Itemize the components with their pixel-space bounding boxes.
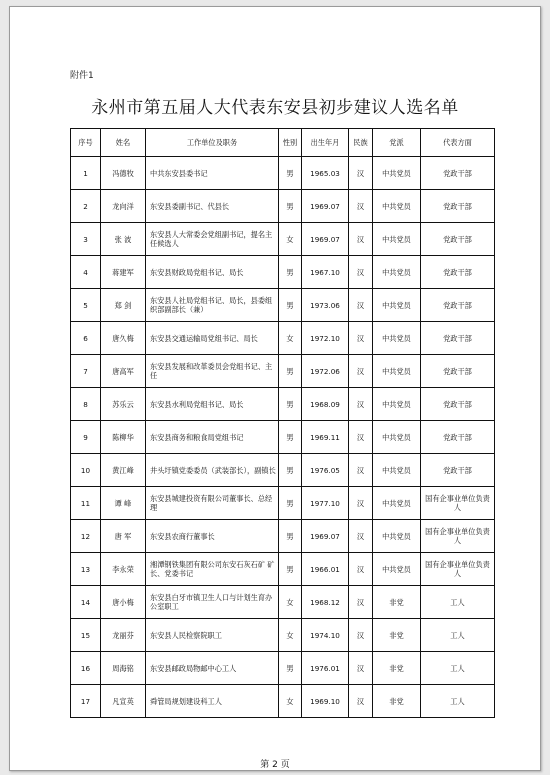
table-row bbox=[71, 553, 495, 586]
cell-index: 1 bbox=[71, 157, 101, 190]
cell-category: 国有企事业单位负责人 bbox=[421, 520, 495, 553]
cell-party: 中共党员 bbox=[373, 190, 421, 223]
cell-index: 5 bbox=[71, 289, 101, 322]
cell-gender: 男 bbox=[279, 256, 302, 289]
cell-birth: 1969.11 bbox=[302, 421, 349, 454]
cell-index: 8 bbox=[71, 388, 101, 421]
cell-ethnicity: 汉 bbox=[349, 223, 373, 256]
header-ethnicity: 民族 bbox=[349, 129, 373, 157]
table-row bbox=[71, 685, 495, 718]
cell-category: 党政干部 bbox=[421, 421, 495, 454]
cell-ethnicity: 汉 bbox=[349, 289, 373, 322]
cell-unit: 东安县交通运输局党组书记、局长 bbox=[146, 322, 279, 355]
cell-party: 非党 bbox=[373, 652, 421, 685]
cell-gender: 男 bbox=[279, 652, 302, 685]
cell-gender: 男 bbox=[279, 190, 302, 223]
attachment-label: 附件1 bbox=[70, 71, 94, 81]
cell-category: 工人 bbox=[421, 652, 495, 685]
cell-index: 15 bbox=[71, 619, 101, 652]
cell-unit: 东安县财政局党组书记、局长 bbox=[146, 256, 279, 289]
cell-category: 党政干部 bbox=[421, 223, 495, 256]
table-row bbox=[71, 619, 495, 652]
cell-category: 党政干部 bbox=[421, 388, 495, 421]
cell-index: 11 bbox=[71, 487, 101, 520]
cell-birth: 1976.05 bbox=[302, 454, 349, 487]
table-row bbox=[71, 256, 495, 289]
cell-ethnicity: 汉 bbox=[349, 256, 373, 289]
cell-birth: 1976.01 bbox=[302, 652, 349, 685]
cell-birth: 1965.03 bbox=[302, 157, 349, 190]
table-row bbox=[71, 454, 495, 487]
cell-ethnicity: 汉 bbox=[349, 454, 373, 487]
cell-gender: 男 bbox=[279, 355, 302, 388]
cell-ethnicity: 汉 bbox=[349, 652, 373, 685]
cell-party: 中共党员 bbox=[373, 157, 421, 190]
cell-category: 工人 bbox=[421, 586, 495, 619]
cell-party: 中共党员 bbox=[373, 388, 421, 421]
cell-unit: 东安县农商行董事长 bbox=[146, 520, 279, 553]
cell-index: 10 bbox=[71, 454, 101, 487]
cell-unit: 湘潭钢铁集团有限公司东安石灰石矿 矿长、党委书记 bbox=[146, 553, 279, 586]
cell-birth: 1967.10 bbox=[302, 256, 349, 289]
cell-category: 党政干部 bbox=[421, 322, 495, 355]
cell-index: 6 bbox=[71, 322, 101, 355]
cell-name: 郑 剑 bbox=[101, 289, 146, 322]
cell-birth: 1972.06 bbox=[302, 355, 349, 388]
cell-name: 唐高军 bbox=[101, 355, 146, 388]
cell-name: 张 波 bbox=[101, 223, 146, 256]
page-number: 第 2 页 bbox=[260, 760, 290, 770]
cell-unit: 舜管局规划建设科工人 bbox=[146, 685, 279, 718]
cell-name: 蒋建军 bbox=[101, 256, 146, 289]
cell-gender: 男 bbox=[279, 553, 302, 586]
table-row bbox=[71, 289, 495, 322]
table-row bbox=[71, 355, 495, 388]
cell-unit: 东安县人社局党组书记、局长，县委组织部副部长（兼） bbox=[146, 289, 279, 322]
table-row bbox=[71, 487, 495, 520]
cell-birth: 1972.10 bbox=[302, 322, 349, 355]
cell-category: 工人 bbox=[421, 685, 495, 718]
cell-category: 工人 bbox=[421, 619, 495, 652]
cell-name: 苏乐云 bbox=[101, 388, 146, 421]
cell-index: 13 bbox=[71, 553, 101, 586]
cell-party: 非党 bbox=[373, 685, 421, 718]
cell-party: 非党 bbox=[373, 619, 421, 652]
cell-unit: 东安县人民检察院职工 bbox=[146, 619, 279, 652]
cell-name: 唐 军 bbox=[101, 520, 146, 553]
cell-party: 中共党员 bbox=[373, 487, 421, 520]
cell-ethnicity: 汉 bbox=[349, 322, 373, 355]
table-row bbox=[71, 652, 495, 685]
cell-ethnicity: 汉 bbox=[349, 520, 373, 553]
cell-index: 3 bbox=[71, 223, 101, 256]
cell-birth: 1968.09 bbox=[302, 388, 349, 421]
table-row bbox=[71, 421, 495, 454]
cell-name: 龙丽芬 bbox=[101, 619, 146, 652]
cell-birth: 1969.07 bbox=[302, 190, 349, 223]
cell-name: 凡宣英 bbox=[101, 685, 146, 718]
cell-unit: 东安县委副书记、代县长 bbox=[146, 190, 279, 223]
cell-birth: 1977.10 bbox=[302, 487, 349, 520]
header-index: 序号 bbox=[71, 129, 101, 157]
cell-category: 党政干部 bbox=[421, 157, 495, 190]
cell-gender: 男 bbox=[279, 520, 302, 553]
cell-index: 7 bbox=[71, 355, 101, 388]
cell-party: 中共党员 bbox=[373, 289, 421, 322]
cell-name: 黄江峰 bbox=[101, 454, 146, 487]
cell-ethnicity: 汉 bbox=[349, 487, 373, 520]
cell-party: 中共党员 bbox=[373, 421, 421, 454]
header-category: 代表方面 bbox=[421, 129, 495, 157]
cell-index: 12 bbox=[71, 520, 101, 553]
header-party: 党派 bbox=[373, 129, 421, 157]
candidate-table bbox=[70, 128, 495, 718]
header-birth: 出生年月 bbox=[302, 129, 349, 157]
cell-gender: 女 bbox=[279, 586, 302, 619]
cell-ethnicity: 汉 bbox=[349, 586, 373, 619]
table-row bbox=[71, 520, 495, 553]
cell-category: 党政干部 bbox=[421, 256, 495, 289]
header-name: 姓名 bbox=[101, 129, 146, 157]
cell-name: 冯德牧 bbox=[101, 157, 146, 190]
document-title: 永州市第五届人大代表东安县初步建议人选名单 bbox=[91, 98, 459, 118]
cell-party: 中共党员 bbox=[373, 454, 421, 487]
cell-unit: 东安县人大常委会党组副书记，提名主任候选人 bbox=[146, 223, 279, 256]
cell-gender: 男 bbox=[279, 454, 302, 487]
header-gender: 性别 bbox=[279, 129, 302, 157]
cell-index: 16 bbox=[71, 652, 101, 685]
cell-index: 4 bbox=[71, 256, 101, 289]
cell-party: 中共党员 bbox=[373, 322, 421, 355]
cell-category: 党政干部 bbox=[421, 190, 495, 223]
cell-unit: 东安县邮政局物邮中心工人 bbox=[146, 652, 279, 685]
cell-ethnicity: 汉 bbox=[349, 553, 373, 586]
cell-birth: 1973.06 bbox=[302, 289, 349, 322]
cell-unit: 东安县商务和粮食局党组书记 bbox=[146, 421, 279, 454]
cell-party: 中共党员 bbox=[373, 520, 421, 553]
cell-name: 唐久梅 bbox=[101, 322, 146, 355]
cell-gender: 男 bbox=[279, 421, 302, 454]
header-unit: 工作单位及职务 bbox=[146, 129, 279, 157]
table-row bbox=[71, 190, 495, 223]
cell-ethnicity: 汉 bbox=[349, 685, 373, 718]
cell-name: 龙向洋 bbox=[101, 190, 146, 223]
cell-unit: 东安县白牙市镇卫生人口与计划生育办公室职工 bbox=[146, 586, 279, 619]
table-row bbox=[71, 586, 495, 619]
cell-index: 9 bbox=[71, 421, 101, 454]
cell-party: 中共党员 bbox=[373, 355, 421, 388]
cell-unit: 东安县城建投资有限公司董事长、总经理 bbox=[146, 487, 279, 520]
cell-ethnicity: 汉 bbox=[349, 190, 373, 223]
cell-party: 中共党员 bbox=[373, 223, 421, 256]
cell-gender: 女 bbox=[279, 223, 302, 256]
cell-birth: 1969.07 bbox=[302, 223, 349, 256]
cell-ethnicity: 汉 bbox=[349, 421, 373, 454]
table-row bbox=[71, 157, 495, 190]
cell-party: 中共党员 bbox=[373, 256, 421, 289]
cell-gender: 男 bbox=[279, 487, 302, 520]
cell-birth: 1969.07 bbox=[302, 520, 349, 553]
cell-name: 陈柳华 bbox=[101, 421, 146, 454]
document-page bbox=[9, 6, 541, 771]
cell-name: 李永荣 bbox=[101, 553, 146, 586]
cell-category: 党政干部 bbox=[421, 289, 495, 322]
cell-name: 谭 峰 bbox=[101, 487, 146, 520]
cell-gender: 女 bbox=[279, 685, 302, 718]
cell-gender: 男 bbox=[279, 388, 302, 421]
cell-category: 国有企事业单位负责人 bbox=[421, 553, 495, 586]
cell-party: 中共党员 bbox=[373, 553, 421, 586]
cell-unit: 东安县水利局党组书记、局长 bbox=[146, 388, 279, 421]
cell-birth: 1966.01 bbox=[302, 553, 349, 586]
table-header-row bbox=[71, 129, 495, 157]
cell-party: 非党 bbox=[373, 586, 421, 619]
cell-birth: 1969.10 bbox=[302, 685, 349, 718]
cell-gender: 男 bbox=[279, 289, 302, 322]
cell-gender: 女 bbox=[279, 322, 302, 355]
cell-gender: 女 bbox=[279, 619, 302, 652]
cell-category: 国有企事业单位负责人 bbox=[421, 487, 495, 520]
cell-index: 2 bbox=[71, 190, 101, 223]
cell-birth: 1974.10 bbox=[302, 619, 349, 652]
cell-ethnicity: 汉 bbox=[349, 388, 373, 421]
cell-category: 党政干部 bbox=[421, 454, 495, 487]
cell-unit: 中共东安县委书记 bbox=[146, 157, 279, 190]
cell-ethnicity: 汉 bbox=[349, 355, 373, 388]
cell-unit: 东安县发展和改革委员会党组书记、主任 bbox=[146, 355, 279, 388]
cell-unit: 井头圩镇党委委员（武装部长），副镇长 bbox=[146, 454, 279, 487]
cell-gender: 男 bbox=[279, 157, 302, 190]
cell-name: 唐小梅 bbox=[101, 586, 146, 619]
cell-name: 周海铭 bbox=[101, 652, 146, 685]
cell-index: 17 bbox=[71, 685, 101, 718]
cell-ethnicity: 汉 bbox=[349, 619, 373, 652]
cell-birth: 1968.12 bbox=[302, 586, 349, 619]
table-row bbox=[71, 388, 495, 421]
cell-ethnicity: 汉 bbox=[349, 157, 373, 190]
table-row bbox=[71, 322, 495, 355]
cell-index: 14 bbox=[71, 586, 101, 619]
table-row bbox=[71, 223, 495, 256]
cell-category: 党政干部 bbox=[421, 355, 495, 388]
